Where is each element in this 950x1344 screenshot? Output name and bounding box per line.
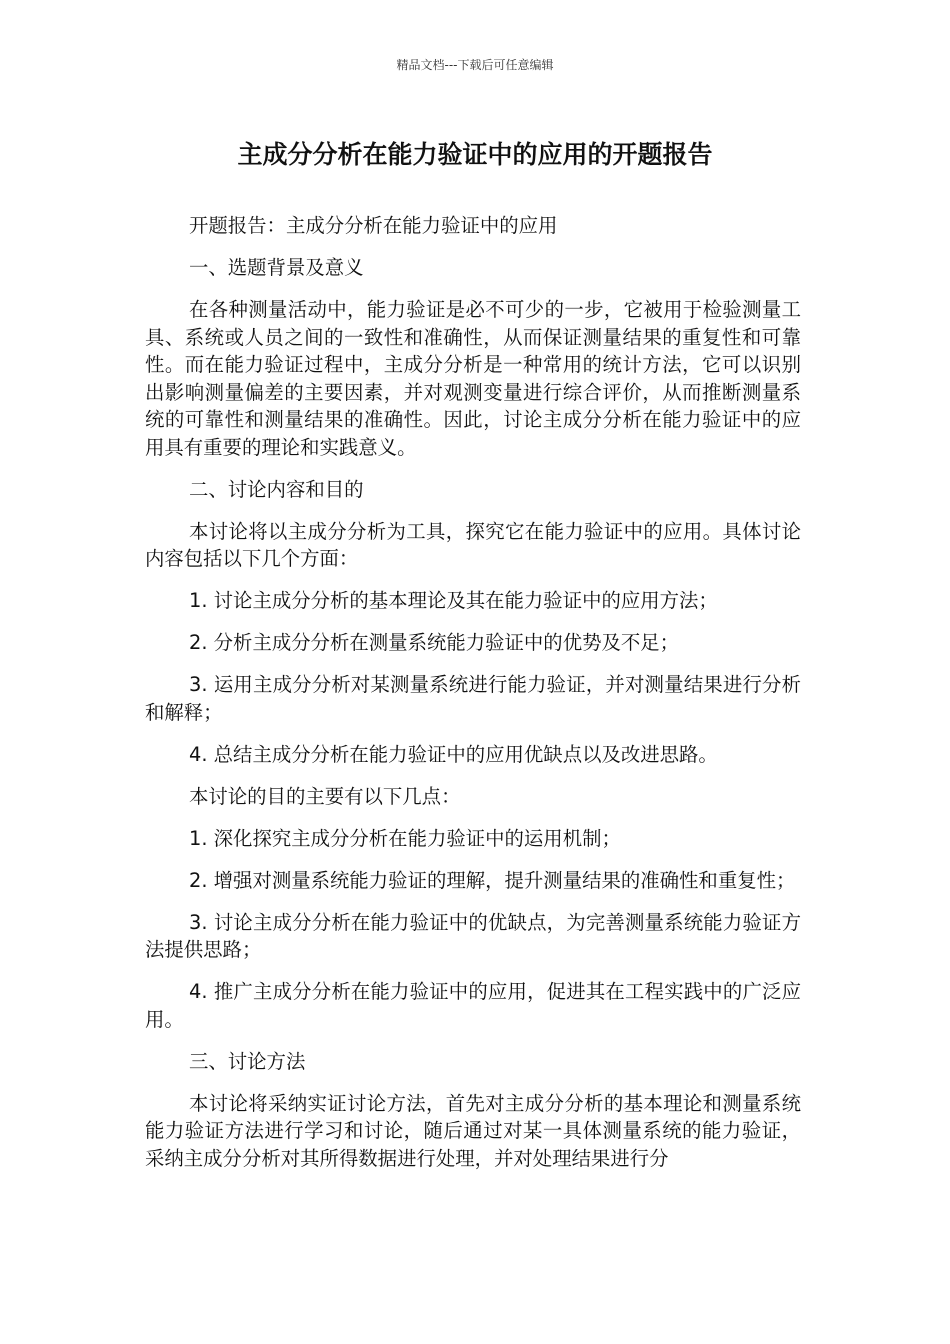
paragraph-purpose-intro: 本讨论的目的主要有以下几点：: [189, 784, 461, 808]
list-item-content-4: 4. 总结主成分分析在能力验证中的应用优缺点以及改进思路。: [189, 742, 718, 766]
paragraph-content-intro: 本讨论将以主成分分析为工具，探究它在能力验证中的应用。具体讨论内容包括以下几个方面：: [145, 519, 801, 570]
document-body: [145, 212, 801, 1187]
list-item-content-1: 1. 讨论主成分分析的基本理论及其在能力验证中的应用方法；: [189, 589, 718, 612]
list-item-content-2: 2. 分析主成分分析在测量系统能力验证中的优势及不足；: [189, 631, 680, 654]
list-item-purpose-3: 3. 讨论主成分分析在能力验证中的优缺点，为完善测量系统能力验证方法提供思路；: [145, 910, 801, 961]
list-item-purpose-4: 4. 推广主成分分析在能力验证中的应用，促进其在工程实践中的广泛应用。: [145, 980, 801, 1031]
paragraph-background: 在各种测量活动中，能力验证是必不可少的一步，它被用于检验测量工具、系统或人员之间的一致性和准确性，从而保证测量结果的重复性和可靠性。而在能力验证过程中，主成分分析是一种常用的统计方法，它可以识别出影响测量偏差的主要因素，并对观测变量进行综合评价，从而推断测量系统的可靠性和测量结果的准确性。因此，讨论主成分分析在能力验证中的应用具有重要的理论和实践意义。: [145, 298, 801, 459]
list-item-content-3: 3. 运用主成分分析对某测量系统进行能力验证，并对测量结果进行分析和解释；: [145, 673, 801, 724]
section-heading-content: 二、讨论内容和目的: [189, 477, 364, 501]
section-heading-method: 三、讨论方法: [189, 1049, 306, 1073]
paragraph-method: 本讨论将采纳实证讨论方法，首先对主成分分析的基本理论和测量系统能力验证方法进行学习和讨论，随后通过对某一具体测量系统的能力验证，采纳主成分分析对其所得数据进行处理，并对处理结果进行分: [145, 1091, 801, 1170]
header-note: 精品文档---下载后可任意编辑: [396, 58, 554, 72]
report-subtitle: 开题报告：主成分分析在能力验证中的应用: [189, 214, 558, 237]
section-heading-background: 一、选题背景及意义: [189, 256, 364, 279]
list-item-purpose-1: 1. 深化探究主成分分析在能力验证中的运用机制；: [189, 826, 621, 850]
document-title: 主成分分析在能力验证中的应用的开题报告: [237, 140, 713, 169]
list-item-purpose-2: 2. 增强对测量系统能力验证的理解，提升测量结果的准确性和重复性；: [189, 868, 796, 892]
